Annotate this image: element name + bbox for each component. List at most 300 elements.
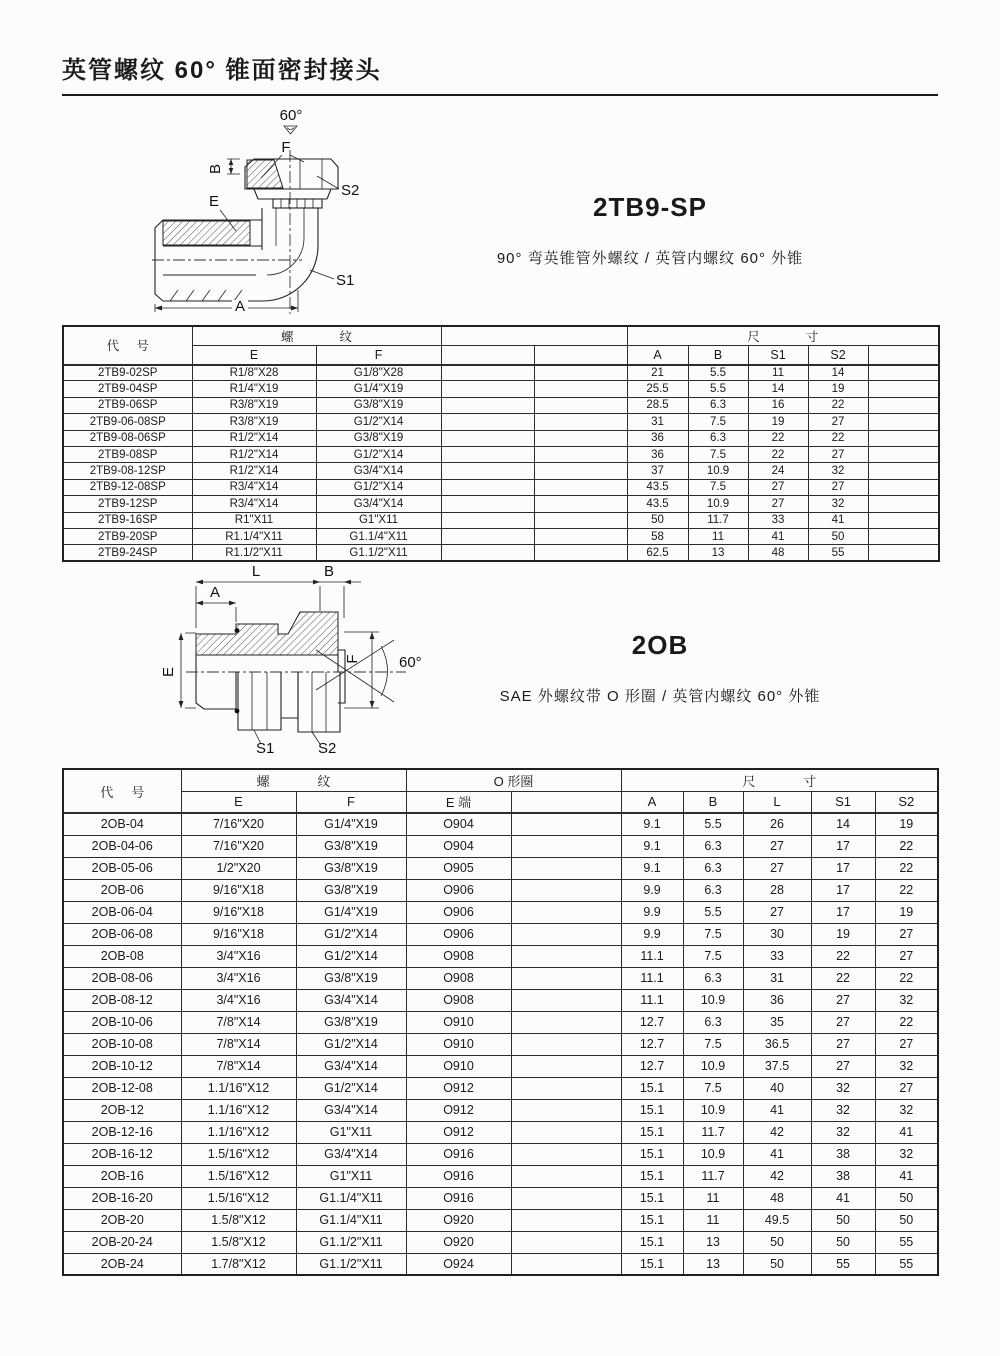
table-cell: 32: [811, 1077, 875, 1099]
table-cell: G1"X11: [296, 1121, 406, 1143]
table-cell: 27: [811, 1033, 875, 1055]
column-header-f: F: [296, 791, 406, 813]
table-row: [63, 496, 939, 512]
table-cell: 15.1: [621, 1165, 683, 1187]
table-cell: 32: [875, 989, 938, 1011]
cone-symbol-icon: [284, 126, 297, 134]
table-cell: 32: [811, 1099, 875, 1121]
table-cell: 12.7: [621, 1033, 683, 1055]
table-cell: 32: [808, 463, 868, 479]
table-cell: 2OB-12-16: [63, 1121, 181, 1143]
s2-hex-outline: [298, 672, 340, 732]
table-cell: G3/8"X19: [316, 430, 441, 446]
table-cell: 32: [808, 496, 868, 512]
table-cell: 2OB-06-08: [63, 923, 181, 945]
table-cell: 14: [811, 813, 875, 835]
table-cell: 3/4"X16: [181, 945, 296, 967]
table-cell: 22: [875, 879, 938, 901]
table-cell: O908: [406, 967, 511, 989]
dim-label-e: E: [208, 193, 220, 210]
table-cell: [511, 967, 621, 989]
table-row: [63, 430, 939, 446]
b-arrow: [344, 580, 351, 585]
table-cell: 2OB-12: [63, 1099, 181, 1121]
table-row: [63, 1187, 938, 1209]
table-row: [63, 1077, 938, 1099]
table-cell: 43.5: [627, 496, 688, 512]
table-cell: 7.5: [683, 923, 743, 945]
table-cell: 2TB9-20SP: [63, 528, 192, 544]
column-group-size: 尺 寸: [621, 769, 938, 791]
table-cell: 9.9: [621, 923, 683, 945]
table-cell: 7/16"X20: [181, 813, 296, 835]
model-block-2tb9sp: [430, 192, 870, 268]
table-cell: [441, 463, 534, 479]
table-cell: G1.1/4"X11: [296, 1187, 406, 1209]
s1-hex-facets: [252, 672, 267, 730]
table-cell: G1/2"X14: [316, 414, 441, 430]
table-cell: 2OB-06: [63, 879, 181, 901]
table-cell: 11.1: [621, 989, 683, 1011]
table-cell: G1/4"X19: [296, 813, 406, 835]
column-header-l: L: [743, 791, 811, 813]
table-body: [63, 813, 938, 1275]
table-cell: 2OB-04: [63, 813, 181, 835]
table-cell: [511, 1209, 621, 1231]
table-cell: R1/8"X28: [192, 365, 316, 381]
table-cell: 2OB-10-08: [63, 1033, 181, 1055]
e-arrow-up: [179, 633, 184, 640]
table-cell: 2TB9-12SP: [63, 496, 192, 512]
table-cell: 17: [811, 901, 875, 923]
table-cell: G3/4"X14: [296, 989, 406, 1011]
table-cell: [868, 414, 939, 430]
table-row: [63, 1209, 938, 1231]
dim-label-s1: S1: [336, 272, 355, 289]
table-row: [63, 1033, 938, 1055]
table-cell: 50: [808, 528, 868, 544]
table-cell: 2TB9-16SP: [63, 512, 192, 528]
table-cell: R3/8"X19: [192, 414, 316, 430]
table-cell: 2OB-24: [63, 1253, 181, 1275]
table-cell: 9.1: [621, 835, 683, 857]
table-cell: 2OB-08-06: [63, 967, 181, 989]
table-cell: G1"X11: [316, 512, 441, 528]
table-cell: 17: [811, 857, 875, 879]
table-cell: 50: [811, 1209, 875, 1231]
table-cell: O916: [406, 1187, 511, 1209]
table-cell: [511, 1077, 621, 1099]
table-cell: 15.1: [621, 1077, 683, 1099]
column-group-size: 尺 寸: [627, 326, 939, 346]
table-cell: [868, 446, 939, 462]
table-cell: [534, 479, 627, 495]
cone-symbol-arc: [287, 128, 294, 130]
table-cell: 41: [875, 1121, 938, 1143]
table-cell: G1/2"X14: [316, 446, 441, 462]
table-cell: 26: [743, 813, 811, 835]
l-arrow-left: [196, 580, 203, 585]
table-cell: 6.3: [683, 879, 743, 901]
column-header-blank: [511, 791, 621, 813]
table-cell: 32: [811, 1121, 875, 1143]
table-row: [63, 835, 938, 857]
table-cell: 37.5: [743, 1055, 811, 1077]
table-cell: 2OB-16-20: [63, 1187, 181, 1209]
table-cell: 48: [743, 1187, 811, 1209]
table-cell: 10.9: [688, 496, 748, 512]
table-body: [63, 365, 939, 562]
table-row: [63, 1011, 938, 1033]
table-cell: 19: [875, 813, 938, 835]
table-cell: 25.5: [627, 381, 688, 397]
table-cell: 2TB9-08SP: [63, 446, 192, 462]
table-cell: 27: [811, 989, 875, 1011]
table-cell: 2TB9-08-06SP: [63, 430, 192, 446]
table-cell: [868, 512, 939, 528]
table-cell: 27: [743, 835, 811, 857]
table-cell: [511, 1033, 621, 1055]
table-cell: 12.7: [621, 1011, 683, 1033]
table-row: [63, 813, 938, 835]
table-cell: 2TB9-06SP: [63, 397, 192, 413]
table-cell: 7/8"X14: [181, 1011, 296, 1033]
table-cell: 10.9: [683, 1143, 743, 1165]
table-cell: 13: [683, 1253, 743, 1275]
table-cell: G3/8"X19: [316, 397, 441, 413]
l-arrow-right: [313, 580, 320, 585]
a-dimension-lines: [196, 603, 236, 622]
table-cell: 28: [743, 879, 811, 901]
table-cell: [534, 512, 627, 528]
a-arrow-right: [229, 601, 236, 606]
table-cell: O910: [406, 1011, 511, 1033]
table-cell: 27: [743, 857, 811, 879]
table-cell: 13: [688, 545, 748, 561]
table-cell: 55: [875, 1231, 938, 1253]
table-cell: 6.3: [683, 857, 743, 879]
table-cell: 36: [627, 446, 688, 462]
column-header-blank: [534, 346, 627, 365]
table-cell: [511, 945, 621, 967]
table-cell: 19: [875, 901, 938, 923]
table-cell: 7/8"X14: [181, 1055, 296, 1077]
table-row: [63, 1143, 938, 1165]
e-dimension-lines: [181, 633, 196, 708]
table-cell: 50: [875, 1209, 938, 1231]
table-cell: [511, 1121, 621, 1143]
table-cell: 2OB-04-06: [63, 835, 181, 857]
table-cell: G1/2"X14: [296, 945, 406, 967]
table-cell: [441, 479, 534, 495]
table-cell: 6.3: [688, 397, 748, 413]
table-cell: 15.1: [621, 1121, 683, 1143]
table-row: [63, 397, 939, 413]
table-cell: 32: [875, 1143, 938, 1165]
table-cell: [534, 430, 627, 446]
table-cell: 7.5: [688, 414, 748, 430]
table-cell: 7.5: [688, 446, 748, 462]
model-heading: 2TB9-SP: [593, 192, 707, 222]
table-cell: 33: [743, 945, 811, 967]
dim-label-f: F: [281, 139, 291, 156]
thread-ticks: [170, 290, 242, 301]
table-cell: 10.9: [683, 1099, 743, 1121]
table-row: [63, 414, 939, 430]
table-cell: 35: [743, 1011, 811, 1033]
table-cell: 2OB-12-08: [63, 1077, 181, 1099]
table-cell: G3/4"X14: [316, 463, 441, 479]
table-cell: G3/8"X19: [296, 967, 406, 989]
table-cell: 22: [875, 967, 938, 989]
column-header-s2: S2: [808, 346, 868, 365]
table-cell: 15.1: [621, 1209, 683, 1231]
table-cell: [511, 901, 621, 923]
dim-label-s1: S1: [256, 740, 275, 757]
table-cell: G3/8"X19: [296, 835, 406, 857]
table-cell: 2TB9-24SP: [63, 545, 192, 561]
table-cell: [511, 857, 621, 879]
table-cell: [511, 1253, 621, 1275]
a-arrow-left: [155, 306, 162, 311]
angle-label: 60°: [399, 654, 422, 671]
body-upper-section: [196, 612, 338, 655]
f-dimension-lines: [344, 632, 379, 708]
table-cell: 15.1: [621, 1231, 683, 1253]
table-cell: [511, 1165, 621, 1187]
table-cell: 27: [875, 1077, 938, 1099]
column-header-s1: S1: [811, 791, 875, 813]
dim-label-b: B: [207, 163, 224, 175]
collar-outline: [254, 189, 331, 199]
table-cell: 9/16"X18: [181, 879, 296, 901]
column-header-s1: S1: [748, 346, 808, 365]
table-cell: R1/2"X14: [192, 430, 316, 446]
table-cell: 3/4"X16: [181, 967, 296, 989]
table-cell: O906: [406, 879, 511, 901]
dim-label-s2: S2: [318, 740, 337, 757]
plug-lower-outline: [196, 672, 236, 709]
table-cell: 22: [748, 446, 808, 462]
table-cell: O912: [406, 1121, 511, 1143]
table-row: [63, 528, 939, 544]
table-cell: 3/4"X16: [181, 989, 296, 1011]
channel-curve: [267, 208, 304, 275]
table-cell: 11: [688, 528, 748, 544]
dim-label-s2: S2: [341, 182, 360, 199]
table-row: [63, 1165, 938, 1187]
table-cell: 27: [811, 1055, 875, 1077]
table-cell: 1.5/8"X12: [181, 1231, 296, 1253]
table-cell: 22: [875, 857, 938, 879]
table-row: [63, 1253, 938, 1275]
table-cell: 9.1: [621, 813, 683, 835]
table-cell: G3/4"X14: [296, 1143, 406, 1165]
model-description: 90° 弯英锥管外螺纹 / 英管内螺纹 60° 外锥: [496, 250, 804, 267]
table-cell: 21: [627, 365, 688, 381]
table-row: [63, 381, 939, 397]
table-cell: [868, 545, 939, 561]
table-cell: 1.1/16"X12: [181, 1121, 296, 1143]
table-cell: 2OB-08-12: [63, 989, 181, 1011]
table-cell: 55: [811, 1253, 875, 1275]
table-cell: 7.5: [683, 1033, 743, 1055]
table-cell: G1/2"X14: [296, 1077, 406, 1099]
table-cell: [441, 512, 534, 528]
table-cell: 11.7: [683, 1121, 743, 1143]
table-header-row: [63, 769, 938, 791]
table-cell: 11.1: [621, 967, 683, 989]
table-cell: R1.1/2"X11: [192, 545, 316, 561]
a-arrow-right: [291, 306, 298, 311]
table-cell: 2OB-10-12: [63, 1055, 181, 1077]
table-cell: 27: [808, 479, 868, 495]
table-cell: 55: [808, 545, 868, 561]
connector-outline: [281, 672, 298, 718]
table-cell: 41: [743, 1099, 811, 1121]
table-cell: 7/8"X14: [181, 1033, 296, 1055]
dim-label-f: F: [344, 654, 361, 664]
column-header-blank: [868, 346, 939, 365]
table-cell: 5.5: [683, 901, 743, 923]
table-cell: 43.5: [627, 479, 688, 495]
table-cell: 33: [748, 512, 808, 528]
column-header-code: 代 号: [63, 769, 181, 813]
dim-label-a: A: [234, 298, 246, 315]
o-ring-dot-bottom: [235, 709, 240, 714]
table-cell: O920: [406, 1209, 511, 1231]
b-arrow-down: [229, 168, 234, 174]
s2-leader-line: [317, 176, 339, 189]
table-cell: G1.1/2"X11: [296, 1253, 406, 1275]
table-cell: G1/4"X19: [296, 901, 406, 923]
table-cell: G3/4"X14: [316, 496, 441, 512]
table-cell: 32: [875, 1055, 938, 1077]
table-row: [63, 879, 938, 901]
table-cell: 1.5/16"X12: [181, 1165, 296, 1187]
table-cell: 2OB-20: [63, 1209, 181, 1231]
table-cell: [868, 397, 939, 413]
table-cell: 2OB-05-06: [63, 857, 181, 879]
table-cell: 11: [683, 1209, 743, 1231]
table-row: [63, 901, 938, 923]
table-cell: [441, 414, 534, 430]
table-cell: 2OB-16: [63, 1165, 181, 1187]
table-row: [63, 512, 939, 528]
table-cell: 7.5: [688, 479, 748, 495]
table-cell: 41: [808, 512, 868, 528]
table-cell: 36: [743, 989, 811, 1011]
serration-teeth: [281, 199, 313, 208]
table-cell: 27: [808, 414, 868, 430]
table-cell: [534, 463, 627, 479]
table-cell: 24: [748, 463, 808, 479]
table-row: [63, 463, 939, 479]
table-cell: [511, 1231, 621, 1253]
b-dimension-lines: [227, 159, 240, 174]
table-cell: 2OB-10-06: [63, 1011, 181, 1033]
table-cell: 62.5: [627, 545, 688, 561]
table-cell: R3/4"X14: [192, 496, 316, 512]
table-cell: 2OB-06-04: [63, 901, 181, 923]
table-cell: 27: [808, 446, 868, 462]
table-cell: R3/4"X14: [192, 479, 316, 495]
table-cell: 1.7/8"X12: [181, 1253, 296, 1275]
table-cell: [868, 463, 939, 479]
table-cell: 36.5: [743, 1033, 811, 1055]
table-cell: 15.1: [621, 1143, 683, 1165]
table-cell: 22: [808, 430, 868, 446]
table-cell: G1.1/2"X11: [316, 545, 441, 561]
column-header-a: A: [621, 791, 683, 813]
table-cell: R1"X11: [192, 512, 316, 528]
table-cell: R1/2"X14: [192, 463, 316, 479]
table-cell: 1.1/16"X12: [181, 1099, 296, 1121]
table-cell: 6.3: [683, 1011, 743, 1033]
column-header-f: F: [316, 346, 441, 365]
table-cell: G1/4"X19: [316, 381, 441, 397]
table-cell: 32: [875, 1099, 938, 1121]
table-cell: O920: [406, 1231, 511, 1253]
straight-fitting-diagram: [148, 560, 478, 765]
table-cell: 9/16"X18: [181, 901, 296, 923]
table-cell: G3/8"X19: [296, 1011, 406, 1033]
column-header-e: E: [192, 346, 316, 365]
nut-facet-lines: [300, 159, 322, 189]
table-cell: O912: [406, 1099, 511, 1121]
table-cell: G1/8"X28: [316, 365, 441, 381]
table-cell: 7/16"X20: [181, 835, 296, 857]
page-title: 英管螺纹 60° 锥面密封接头: [62, 57, 382, 84]
table-cell: [534, 414, 627, 430]
table-cell: O924: [406, 1253, 511, 1275]
table-cell: R1/4"X19: [192, 381, 316, 397]
table-cell: 50: [743, 1253, 811, 1275]
table-cell: 11.7: [683, 1165, 743, 1187]
table-cell: 10.9: [688, 463, 748, 479]
table-cell: 9.9: [621, 901, 683, 923]
table-2ob: [62, 768, 939, 1276]
table-cell: 19: [811, 923, 875, 945]
table-cell: 22: [748, 430, 808, 446]
table-cell: O905: [406, 857, 511, 879]
table-cell: 5.5: [688, 365, 748, 381]
table-cell: 11.1: [621, 945, 683, 967]
table-cell: 58: [627, 528, 688, 544]
table-cell: 13: [683, 1231, 743, 1253]
a-arrow-left: [196, 601, 203, 606]
column-header-s2: S2: [875, 791, 938, 813]
table-cell: [534, 446, 627, 462]
table-cell: 1.5/16"X12: [181, 1143, 296, 1165]
table-cell: [534, 545, 627, 561]
table-cell: O910: [406, 1033, 511, 1055]
table-cell: [511, 923, 621, 945]
table-cell: [534, 528, 627, 544]
table-cell: 41: [811, 1187, 875, 1209]
table-cell: 50: [743, 1231, 811, 1253]
table-cell: 17: [811, 835, 875, 857]
table-cell: 5.5: [688, 381, 748, 397]
table-cell: 2TB9-04SP: [63, 381, 192, 397]
table-cell: 28.5: [627, 397, 688, 413]
table-cell: [868, 496, 939, 512]
table-cell: 11: [683, 1187, 743, 1209]
dim-label-e: E: [160, 666, 177, 678]
table-cell: [868, 479, 939, 495]
table-cell: 27: [743, 901, 811, 923]
table-row: [63, 446, 939, 462]
